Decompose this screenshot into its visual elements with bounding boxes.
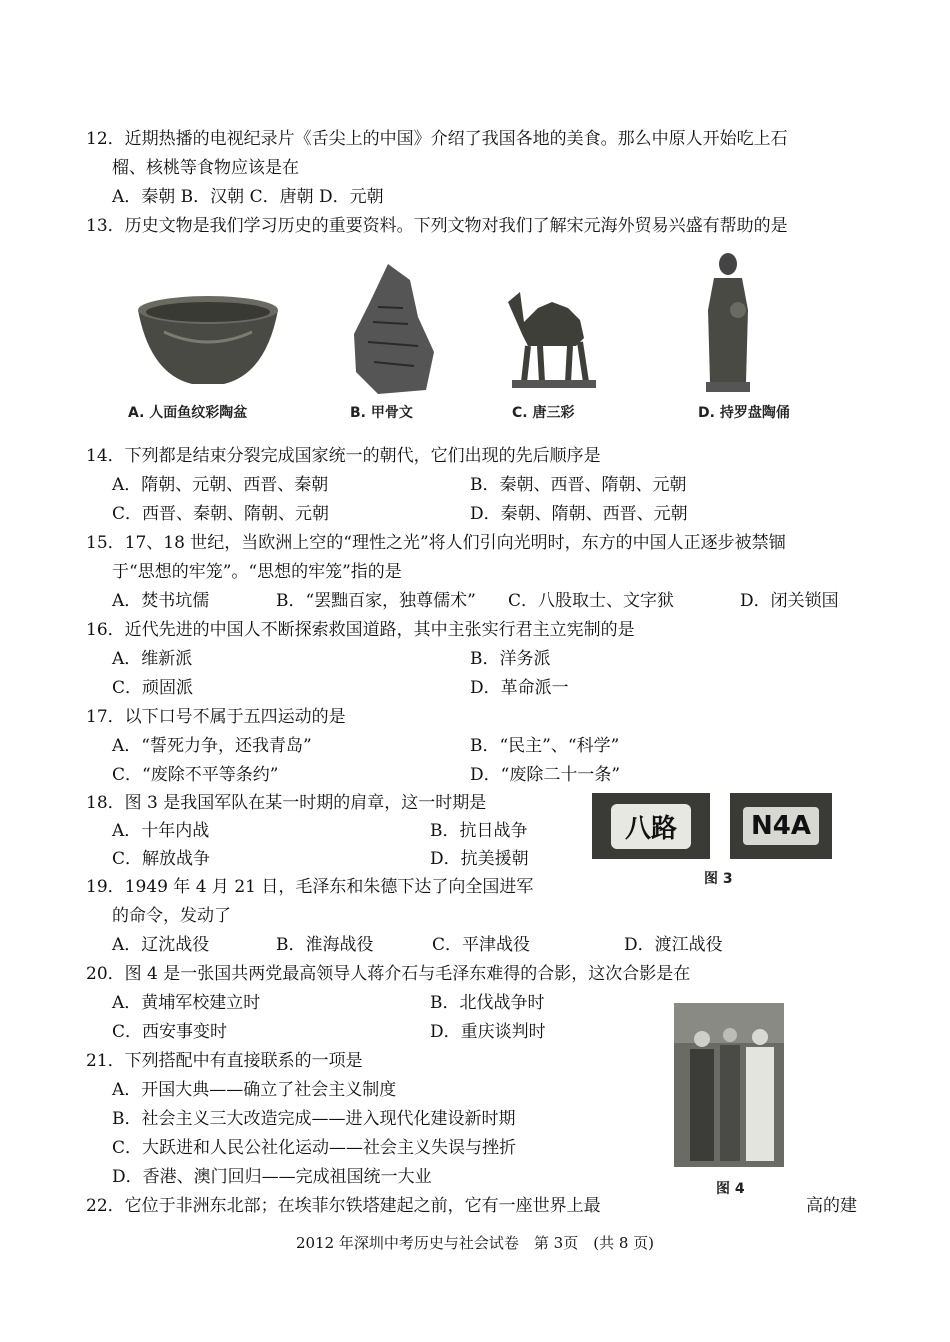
q19-stem-line2: 的命令，发动了	[112, 906, 231, 926]
page-footer: 2012 年深圳中考历史与社会试卷 第 3页 (共 8 页)	[295, 1234, 655, 1252]
q21-option-b: B．社会主义三大改造完成——进入现代化建设新时期	[112, 1109, 516, 1129]
q15-stem-line1: 15．17、18 世纪，当欧洲上空的“理性之光”将人们引向光明时，东方的中国人正逐步被禁锢	[86, 533, 786, 553]
compass-figurine-image	[696, 250, 760, 396]
q14-option-b: B．秦朝、西晋、隋朝、元朝	[470, 475, 687, 495]
q21-option-a: A．开国大典——确立了社会主义制度	[112, 1080, 397, 1100]
badge-text-balu: 八路	[611, 804, 691, 849]
q17-option-a: A．“誓死力争，还我青岛”	[112, 736, 312, 756]
q17-option-c: C．“废除不平等条约”	[112, 765, 279, 785]
q21-option-d: D．香港、澳门回归——完成祖国统一大业	[112, 1167, 432, 1187]
q20-option-d: D．重庆谈判时	[430, 1022, 546, 1042]
q15-option-c: C．八股取士、文字狱	[508, 591, 675, 611]
q20-option-c: C．西安事变时	[112, 1022, 228, 1042]
q18-option-b: B．抗日战争	[430, 821, 528, 841]
q14-option-c: C．西晋、秦朝、隋朝、元朝	[112, 504, 330, 524]
badge-text-n4a: N4A	[743, 807, 819, 845]
q13-caption-d: D. 持罗盘陶俑	[698, 405, 790, 421]
q13-caption-c: C. 唐三彩	[512, 405, 575, 421]
tang-sancai-camel-image	[498, 272, 606, 397]
q14-stem: 14．下列都是结束分裂完成国家统一的朝代，它们出现的先后顺序是	[86, 446, 601, 466]
eighth-route-army-badge	[592, 793, 710, 859]
q12-options: A．秦朝 B．汉朝 C．唐朝 D．元朝	[112, 187, 384, 207]
q19-option-d: D．渡江战役	[624, 935, 723, 955]
chiang-mao-photo	[674, 1003, 784, 1167]
q21-option-c: C．大跃进和人民公社化运动——社会主义失误与挫折	[112, 1138, 517, 1158]
q13-stem: 13．历史文物是我们学习历史的重要资料。下列文物对我们了解宋元海外贸易兴盛有帮助的是	[86, 216, 788, 236]
q18-stem: 18．图 3 是我国军队在某一时期的肩章，这一时期是	[86, 793, 487, 813]
q18-option-c: C．解放战争	[112, 849, 211, 869]
figure-4-label: 图 4	[716, 1181, 745, 1197]
q17-stem: 17．以下口号不属于五四运动的是	[86, 707, 346, 727]
figure-3-label: 图 3	[704, 871, 733, 887]
q15-option-d: D．闭关锁国	[740, 591, 839, 611]
q16-stem: 16．近代先进的中国人不断探索救国道路，其中主张实行君主立宪制的是	[86, 620, 635, 640]
q15-option-a: A．焚书坑儒	[112, 591, 210, 611]
q22-stem-right: 高的建	[806, 1196, 857, 1216]
painted-pottery-bowl-image	[134, 292, 282, 392]
q13-caption-a: A. 人面鱼纹彩陶盆	[128, 405, 248, 421]
q20-option-b: B．北伐战争时	[430, 993, 545, 1013]
q16-option-b: B．洋务派	[470, 649, 551, 669]
q21-stem: 21．下列搭配中有直接联系的一项是	[86, 1051, 363, 1071]
q17-option-b: B．“民主”、“科学”	[470, 736, 620, 756]
q19-option-a: A．辽沈战役	[112, 935, 210, 955]
q12-stem-line1: 12．近期热播的电视纪录片《舌尖上的中国》介绍了我国各地的美食。那么中原人开始吃上石	[86, 129, 788, 149]
q17-option-d: D．“废除二十一条”	[470, 765, 621, 785]
q14-option-d: D．秦朝、隋朝、西晋、元朝	[470, 504, 688, 524]
q15-stem-line2: 于“思想的牢笼”。“思想的牢笼”指的是	[112, 562, 402, 582]
q13-caption-b: B. 甲骨文	[350, 405, 413, 421]
q22-stem-left: 22．它位于非洲东北部；在埃菲尔铁塔建起之前，它有一座世界上最	[86, 1196, 601, 1216]
q19-option-b: B．淮海战役	[276, 935, 374, 955]
q20-option-a: A．黄埔军校建立时	[112, 993, 261, 1013]
q19-option-c: C．平津战役	[432, 935, 531, 955]
q18-option-a: A．十年内战	[112, 821, 210, 841]
q16-option-d: D．革命派一	[470, 678, 569, 698]
q14-option-a: A．隋朝、元朝、西晋、秦朝	[112, 475, 329, 495]
q12-stem-line2: 榴、核桃等食物应该是在	[112, 158, 299, 178]
q19-stem-line1: 19．1949 年 4 月 21 日，毛泽东和朱德下达了向全国进军	[86, 877, 534, 897]
q15-option-b: B．“罢黜百家，独尊儒术”	[276, 591, 476, 611]
oracle-bone-image	[348, 262, 438, 397]
q16-option-a: A．维新派	[112, 649, 193, 669]
new-fourth-army-badge	[730, 793, 832, 859]
q18-option-d: D．抗美援朝	[430, 849, 529, 869]
q20-stem: 20．图 4 是一张国共两党最高领导人蒋介石与毛泽东难得的合影，这次合影是在	[86, 964, 691, 984]
q16-option-c: C．顽固派	[112, 678, 194, 698]
